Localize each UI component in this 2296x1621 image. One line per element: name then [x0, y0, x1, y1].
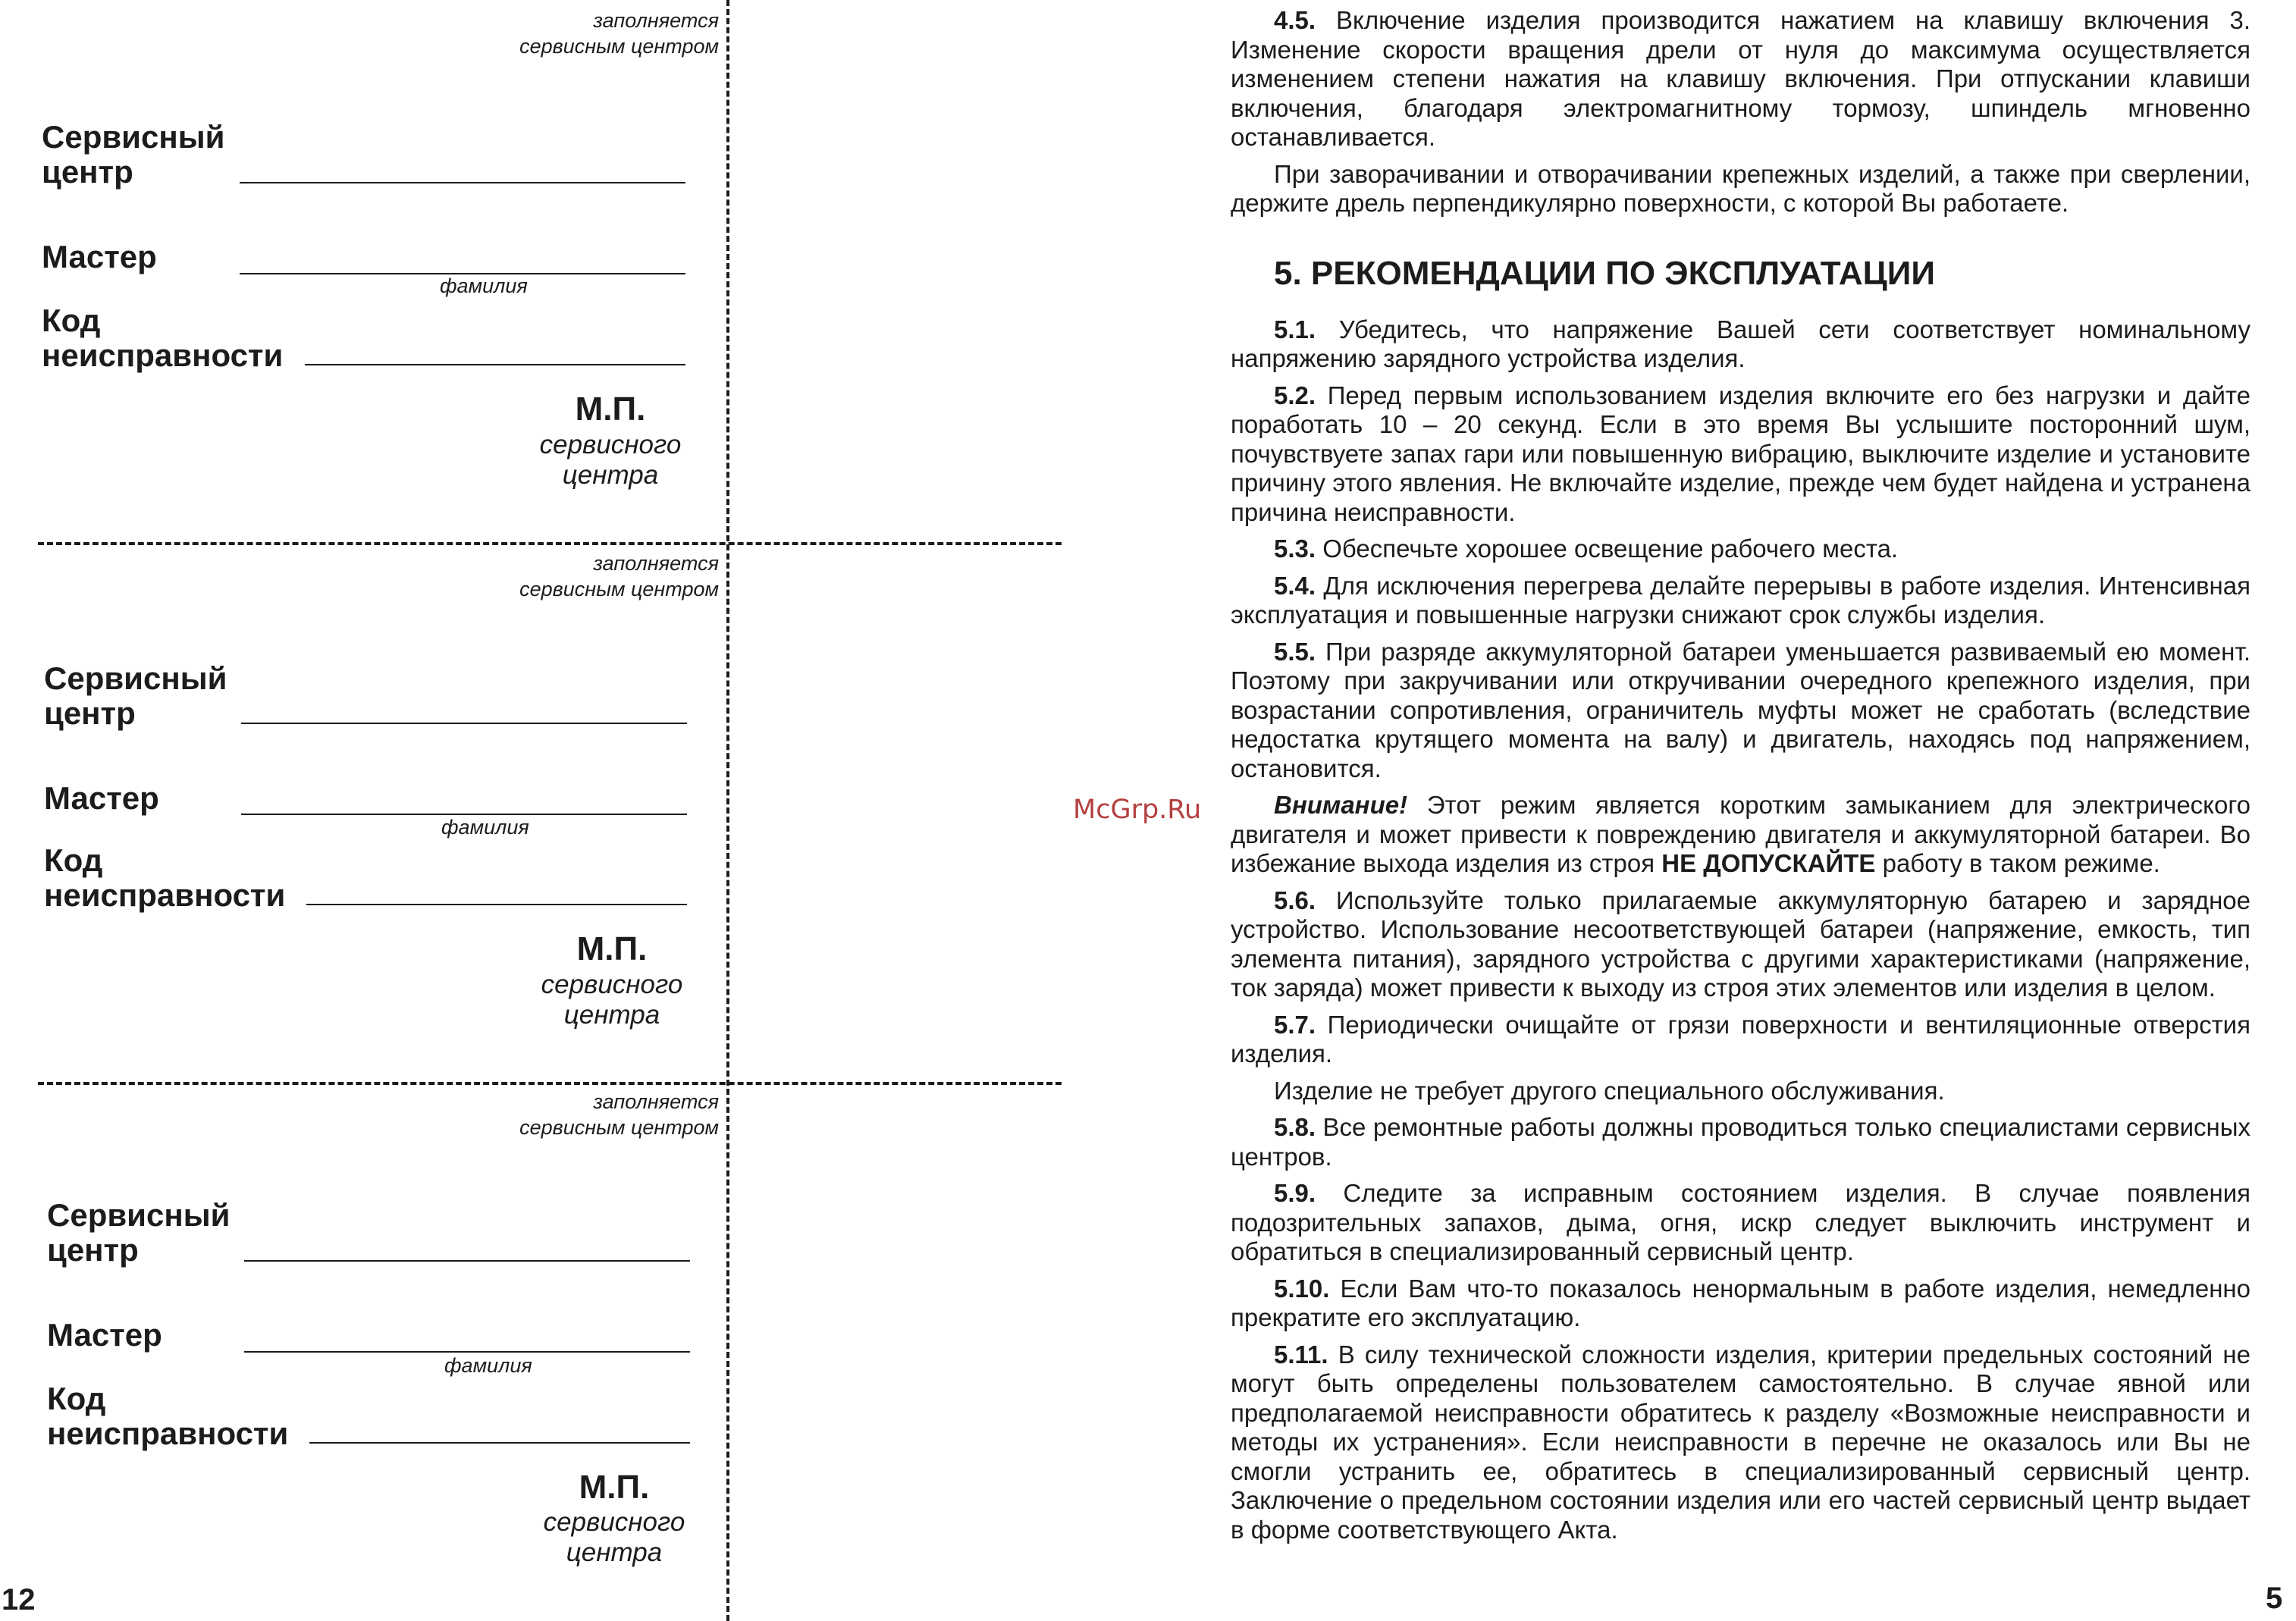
paragraph-5-7: 5.7. Периодически очищайте от грязи поверхности и вентиляционные отверстия изделия.: [1231, 1010, 2251, 1068]
vertical-cut-line: [726, 0, 729, 1621]
section-heading: 5. РЕКОМЕНДАЦИИ ПО ЭКСПЛУАТАЦИИ: [1274, 254, 1936, 292]
horizontal-cut-line-2: [38, 1082, 1062, 1085]
surname-caption: фамилия: [440, 274, 528, 297]
fault-code-label: Код неисправности: [44, 842, 286, 913]
stamp-label: М.П.: [576, 930, 648, 967]
paragraph-5-1: 5.1. Убедитесь, что напряжение Вашей сети соответствует номинальному напряжению зарядного устройства изделия.: [1231, 315, 2251, 372]
fill-note: заполняется сервисным центром: [519, 1090, 719, 1139]
master-field[interactable]: [241, 814, 687, 815]
left-page-number: 12: [2, 1583, 36, 1616]
paragraph-5-2: 5.2. Перед первым использованием изделия включите его без нагрузки и дайте поработать 10 – 20 секунд. Если в это время Вы услышите посторонний шум, почувствуете запах гари или повышенную вибрацию, выключите изделие и установите причину этого явления. Не включайте изделие, прежде чем будет найдена и устранена причина неисправности.: [1231, 381, 2251, 526]
paragraph-5-4: 5.4. Для исключения перегрева делайте перерывы в работе изделия. Интенсивная эксплуатация и повышенные нагрузки снижают срок службы изделия.: [1231, 571, 2251, 629]
paragraph-5-11: 5.11. В силу технической сложности изделия, критерии предельных состояний не могут быть определены пользователем самостоятельно. В случае явной или предполагаемой неисправности обратитесь к разделу «Возможные неисправности и методы их устранения». Если неисправности в перечне не оказалось или Вы не смогли устранить ее, обратитесь в специализированный сервисный центр. Заключение о предельном состоянии изделия или его частей сервисный центр выдает в форме соответствующего Акта.: [1231, 1340, 2251, 1544]
stamp-caption: сервисного центра: [543, 1507, 685, 1567]
stamp-caption: сервисного центра: [539, 430, 682, 490]
service-center-field[interactable]: [241, 723, 687, 724]
paragraph-5-8: 5.8. Все ремонтные работы должны проводиться только специалистами сервисных центров.: [1231, 1113, 2251, 1171]
fault-code-label: Код неисправности: [42, 303, 284, 373]
paragraph-5-3: 5.3. Обеспечьте хорошее освещение рабочего места.: [1274, 535, 1899, 563]
fill-note: заполняется сервисным центром: [519, 9, 719, 58]
master-field[interactable]: [244, 1351, 690, 1353]
paragraph-5-5: 5.5. При разряде аккумуляторной батареи уменьшается развиваемый ею момент. Поэтому при закручивании или откручивании очередного крепежного изделия, при возрастании сопротивления, ограничитель муфты может не сработать (вследствие недостатка крутящего момента на валу) и двигатель, находясь под напряжением, остановится.: [1231, 637, 2251, 782]
service-center-label: Сервисный центр: [44, 660, 227, 731]
stamp-label: М.П.: [575, 390, 646, 428]
master-label: Мастер: [47, 1317, 162, 1353]
fault-code-field[interactable]: [305, 364, 685, 365]
master-label: Мастер: [44, 780, 159, 816]
right-page-text: [1231, 6, 2251, 1552]
stamp-label: М.П.: [579, 1469, 650, 1506]
warning-paragraph: Внимание! Этот режим является коротким замыканием для электрического двигателя и может привести к повреждению двигателя и аккумуляторной батареи. Во избежание выхода изделия из строя НЕ ДОПУСКАЙТЕ работу в таком режиме.: [1231, 791, 2251, 877]
surname-caption: фамилия: [444, 1354, 532, 1377]
service-center-label: Сервисный центр: [42, 119, 225, 190]
paragraph-4-5: 4.5. Включение изделия производится нажатием на клавишу включения 3. Изменение скорости вращения дрели от нуля до максимума осуществляется изменением степени нажатия на клавишу включения. При отпускании клавиши включения, благодаря электромагнитному тормозу, шпиндель мгновенно останавливается.: [1231, 6, 2251, 151]
watermark: McGrp.Ru: [1073, 795, 1202, 825]
surname-caption: фамилия: [441, 816, 529, 839]
service-center-label: Сервисный центр: [47, 1197, 231, 1268]
paragraph-4-5-cont: При заворачивании и отворачивании крепежных изделий, а также при сверлении, держите дрель перпендикулярно поверхности, с которой Вы работаете.: [1231, 159, 2251, 217]
fill-note: заполняется сервисным центром: [519, 552, 719, 600]
stamp-caption: сервисного центра: [541, 970, 683, 1030]
paragraph-5-9: 5.9. Следите за исправным состоянием изделия. В случае появления подозрительных запахов, дыма, огня, искр следует выключить инструмент и обратиться в специализированный сервисный центр.: [1231, 1179, 2251, 1265]
right-page-number: 5: [2266, 1582, 2283, 1615]
horizontal-cut-line-1: [38, 542, 1062, 545]
fault-code-label: Код неисправности: [47, 1381, 289, 1451]
paragraph-5-6: 5.6. Используйте только прилагаемые аккумуляторную батарею и зарядное устройство. Использование несоответствующей батареи (напряжение, емкость, тип элемента питания), зарядного устройства с другими характеристиками (напряжение, ток заряда) может привести к выходу из строя этих элементов или изделия в целом.: [1231, 886, 2251, 1002]
paragraph-5-7-cont: Изделие не требует другого специального обслуживания.: [1274, 1076, 1945, 1105]
fault-code-field[interactable]: [306, 904, 687, 905]
fault-code-field[interactable]: [309, 1442, 690, 1444]
service-center-field[interactable]: [244, 1260, 690, 1262]
paragraph-5-10: 5.10. Если Вам что-то показалось ненормальным в работе изделия, немедленно прекратите его эксплуатацию.: [1231, 1274, 2251, 1331]
master-label: Мастер: [42, 239, 157, 274]
service-center-field[interactable]: [240, 182, 685, 183]
